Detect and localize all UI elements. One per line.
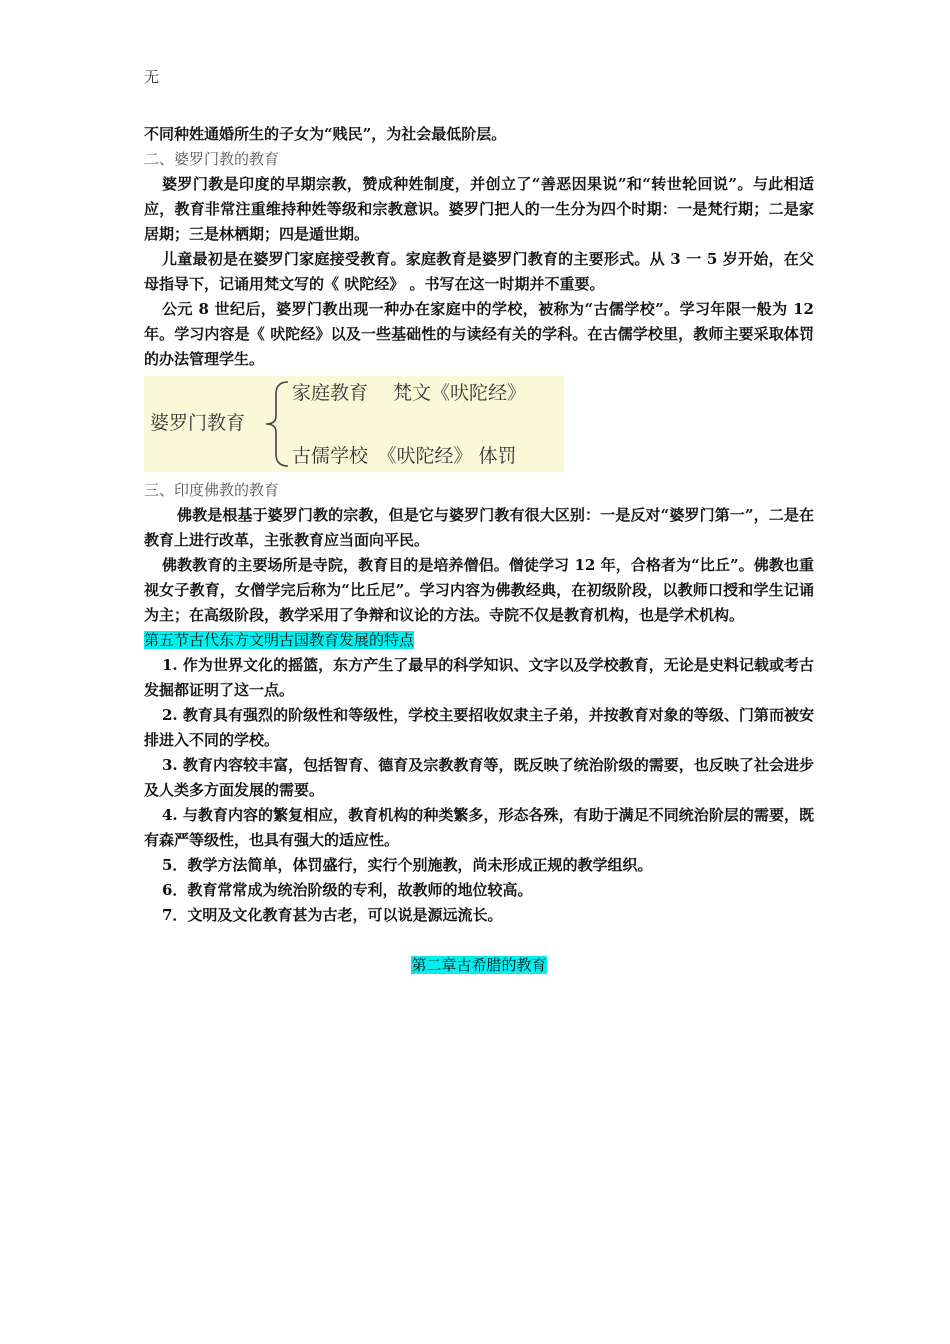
feature-item: 3. 教育内容较丰富，包括智育、德育及宗教教育等，既反映了统治阶级的需要，也反映了社会进步及人类多方面发展的需要。	[144, 756, 814, 799]
heading-brahmin-education: 二、婆罗门教的教育	[144, 150, 280, 168]
feature-item: 7．文明及文化教育甚为古老，可以说是源远流长。	[162, 906, 503, 924]
feature-item: 6．教育常常成为统治阶级的专利，故教师的地位较高。	[162, 881, 533, 899]
feature-item: 5．教学方法简单，体罚盛行，实行个别施教，尚未形成正规的教学组织。	[162, 856, 653, 874]
paragraph-buddhist-schools: 佛教教育的主要场所是寺院，教育目的是培养僧侣。僧徒学习 12 年，合格者为“比丘”。佛教也重视女子教育，女僧学完后称为“比丘尼”。学习内容为佛教经典，在初级阶段，以教师口授和学生记诵为主；在高级阶段，教学采用了争辩和议论的方法。寺院不仅是教育机构，也是学术机构。	[144, 556, 814, 624]
feature-item: 2. 教育具有强烈的阶级性和等级性，学校主要招收奴隶主子弟，并按教育对象的等级、门第而被安排进入不同的学校。	[144, 706, 814, 749]
paragraph-family-education: 儿童最初是在婆罗门家庭接受教育。家庭教育是婆罗门教育的主要形式。从 3 一 5 岁开始，在父母指导下，记诵用梵文写的《 吠陀经》 。书写在这一时期并不重要。	[144, 250, 814, 293]
paragraph-guru-school: 公元 8 世纪后，婆罗门教出现一种办在家庭中的学校，被称为“古儒学校”。学习年限一般为 12 年。学习内容是《 吠陀经》以及一些基础性的与读经有关的学科。在古儒学校里，教师主要采取体罚的办法管理学生。	[144, 300, 814, 368]
paragraph-buddhism-intro: 佛教是根基于婆罗门教的宗教，但是它与婆罗门教有很大区别：一是反对“婆罗门第一”，二是在教育上进行改革，主张教育应当面向平民。	[144, 506, 814, 549]
section5-title	[144, 628, 814, 653]
feature-item: 4. 与教育内容的繁复相应，教育机构的种类繁多，形态各殊，有助于满足不同统治阶层的需要，既有森严等级性，也具有强大的适应性。	[144, 806, 814, 849]
paragraph-brahmin-intro: 婆罗门教是印度的早期宗教，赞成种姓制度，并创立了“善恶因果说”和“转世轮回说”。与此相适应，教育非常注重维持种姓等级和宗教意识。婆罗门把人的一生分为四个时期：一是梵行期；二是家居期；三是林栖期；四是遁世期。	[144, 175, 814, 243]
diagram-branch-family: 家庭教育 梵文《吠陀经》	[292, 382, 527, 404]
paragraph-caste-end: 不同种姓通婚所生的子女为“贱民”，为社会最低阶层。	[144, 125, 507, 143]
section5-title-text: 第五节古代东方文明古国教育发展的特点	[144, 631, 415, 649]
diagram-root-label: 婆罗门教育	[150, 412, 246, 434]
heading-buddhist-education: 三、印度佛教的教育	[144, 481, 280, 499]
chapter2-title-text: 第二章古希腊的教育	[411, 956, 547, 974]
brahmin-education-diagram	[144, 376, 564, 472]
document-body	[144, 0, 814, 978]
chapter2-title	[144, 953, 814, 978]
header-mark: 无	[144, 68, 160, 86]
diagram-branch-guru: 古儒学校 《吠陀经》 体罚	[292, 445, 517, 467]
feature-item: 1. 作为世界文化的摇篮，东方产生了最早的科学知识、文字以及学校教育，无论是史料记载或考古发掘都证明了这一点。	[144, 656, 814, 699]
brace-icon	[262, 380, 292, 468]
